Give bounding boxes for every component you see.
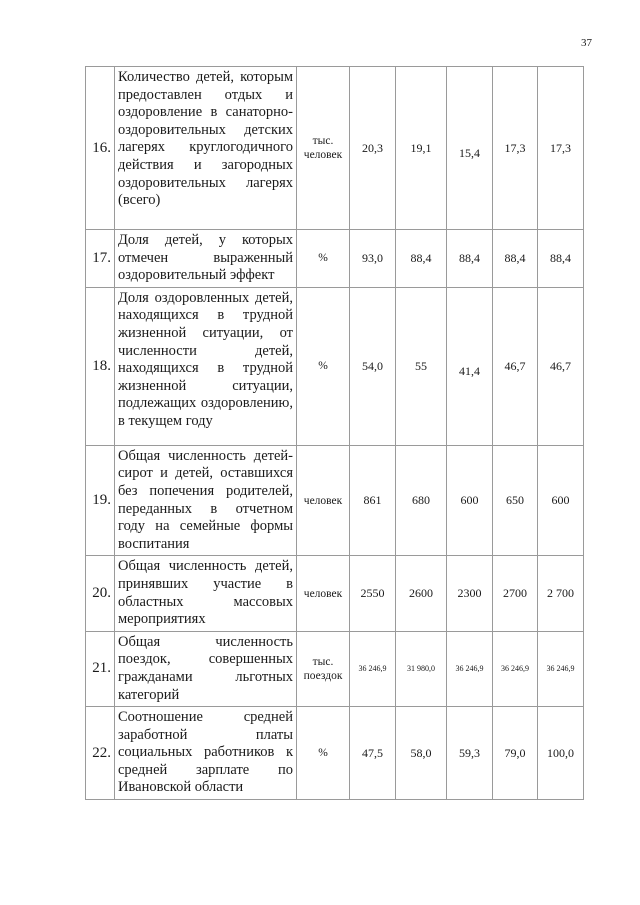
value-cell: 20,3 xyxy=(350,67,396,230)
table-row xyxy=(86,287,584,445)
value-cell: 17,3 xyxy=(493,67,538,230)
table-row xyxy=(86,631,584,706)
value-cell: 46,7 xyxy=(538,287,584,445)
value-cell: 47,5 xyxy=(350,707,396,800)
unit-cell: % xyxy=(297,230,350,288)
row-number: 20. xyxy=(86,556,115,631)
indicator-description: Общая численность поездок, совершенных гражданами льготных категорий xyxy=(115,631,297,706)
table-row xyxy=(86,230,584,288)
value-cell: 88,4 xyxy=(493,230,538,288)
unit-cell: % xyxy=(297,287,350,445)
value-cell: 54,0 xyxy=(350,287,396,445)
value-cell: 55 xyxy=(396,287,447,445)
value-cell: 31 980,0 xyxy=(396,631,447,706)
table-row xyxy=(86,556,584,631)
value-cell: 88,4 xyxy=(396,230,447,288)
unit-cell: человек xyxy=(297,556,350,631)
value-cell: 41,4 xyxy=(447,287,493,445)
value-cell: 2700 xyxy=(493,556,538,631)
value-cell: 2550 xyxy=(350,556,396,631)
value-cell: 2600 xyxy=(396,556,447,631)
table-row xyxy=(86,67,584,230)
value-cell: 19,1 xyxy=(396,67,447,230)
unit-cell: тыс. поездок xyxy=(297,631,350,706)
value-cell: 680 xyxy=(396,445,447,556)
row-number: 21. xyxy=(86,631,115,706)
unit-cell: тыс. человек xyxy=(297,67,350,230)
unit-cell: % xyxy=(297,707,350,800)
value-cell: 46,7 xyxy=(493,287,538,445)
indicator-description: Количество детей, которым предоставлен отдых и оздоровление в санаторно-оздоровительных детских лагерях круглогодичного действия и загородных оздоровительных лагерях (всего) xyxy=(115,67,297,230)
row-number: 22. xyxy=(86,707,115,800)
value-cell: 93,0 xyxy=(350,230,396,288)
row-number: 18. xyxy=(86,287,115,445)
value-cell: 88,4 xyxy=(538,230,584,288)
indicator-description: Общая численность детей-сирот и детей, оставшихся без попечения родителей, переданных в отчетном году на семейные формы воспитания xyxy=(115,445,297,556)
value-cell: 15,4 xyxy=(447,67,493,230)
row-number: 19. xyxy=(86,445,115,556)
row-number: 17. xyxy=(86,230,115,288)
value-cell: 36 246,9 xyxy=(493,631,538,706)
table-row xyxy=(86,445,584,556)
value-cell: 36 246,9 xyxy=(447,631,493,706)
value-cell: 79,0 xyxy=(493,707,538,800)
value-cell: 2 700 xyxy=(538,556,584,631)
value-cell: 650 xyxy=(493,445,538,556)
indicator-description: Доля оздоровленных детей, находящихся в трудной жизненной ситуации, от численности детей, находящихся в трудной жизненной ситуации, подлежащих оздоровлению, в текущем году xyxy=(115,287,297,445)
value-cell: 100,0 xyxy=(538,707,584,800)
value-cell: 600 xyxy=(447,445,493,556)
value-cell: 58,0 xyxy=(396,707,447,800)
unit-cell: человек xyxy=(297,445,350,556)
row-number: 16. xyxy=(86,67,115,230)
indicators-table xyxy=(85,66,584,800)
value-cell: 17,3 xyxy=(538,67,584,230)
value-cell: 36 246,9 xyxy=(538,631,584,706)
value-cell: 36 246,9 xyxy=(350,631,396,706)
value-cell: 861 xyxy=(350,445,396,556)
indicator-description: Общая численность детей, принявших участие в областных массовых мероприятиях xyxy=(115,556,297,631)
value-cell: 88,4 xyxy=(447,230,493,288)
value-cell: 600 xyxy=(538,445,584,556)
table-row xyxy=(86,707,584,800)
value-cell: 59,3 xyxy=(447,707,493,800)
page-number: 37 xyxy=(581,37,592,49)
indicator-description: Доля детей, у которых отмечен выраженный оздоровительный эффект xyxy=(115,230,297,288)
value-cell: 2300 xyxy=(447,556,493,631)
indicator-description: Соотношение средней заработной платы социальных работников к средней зарплате по Ивановской области xyxy=(115,707,297,800)
